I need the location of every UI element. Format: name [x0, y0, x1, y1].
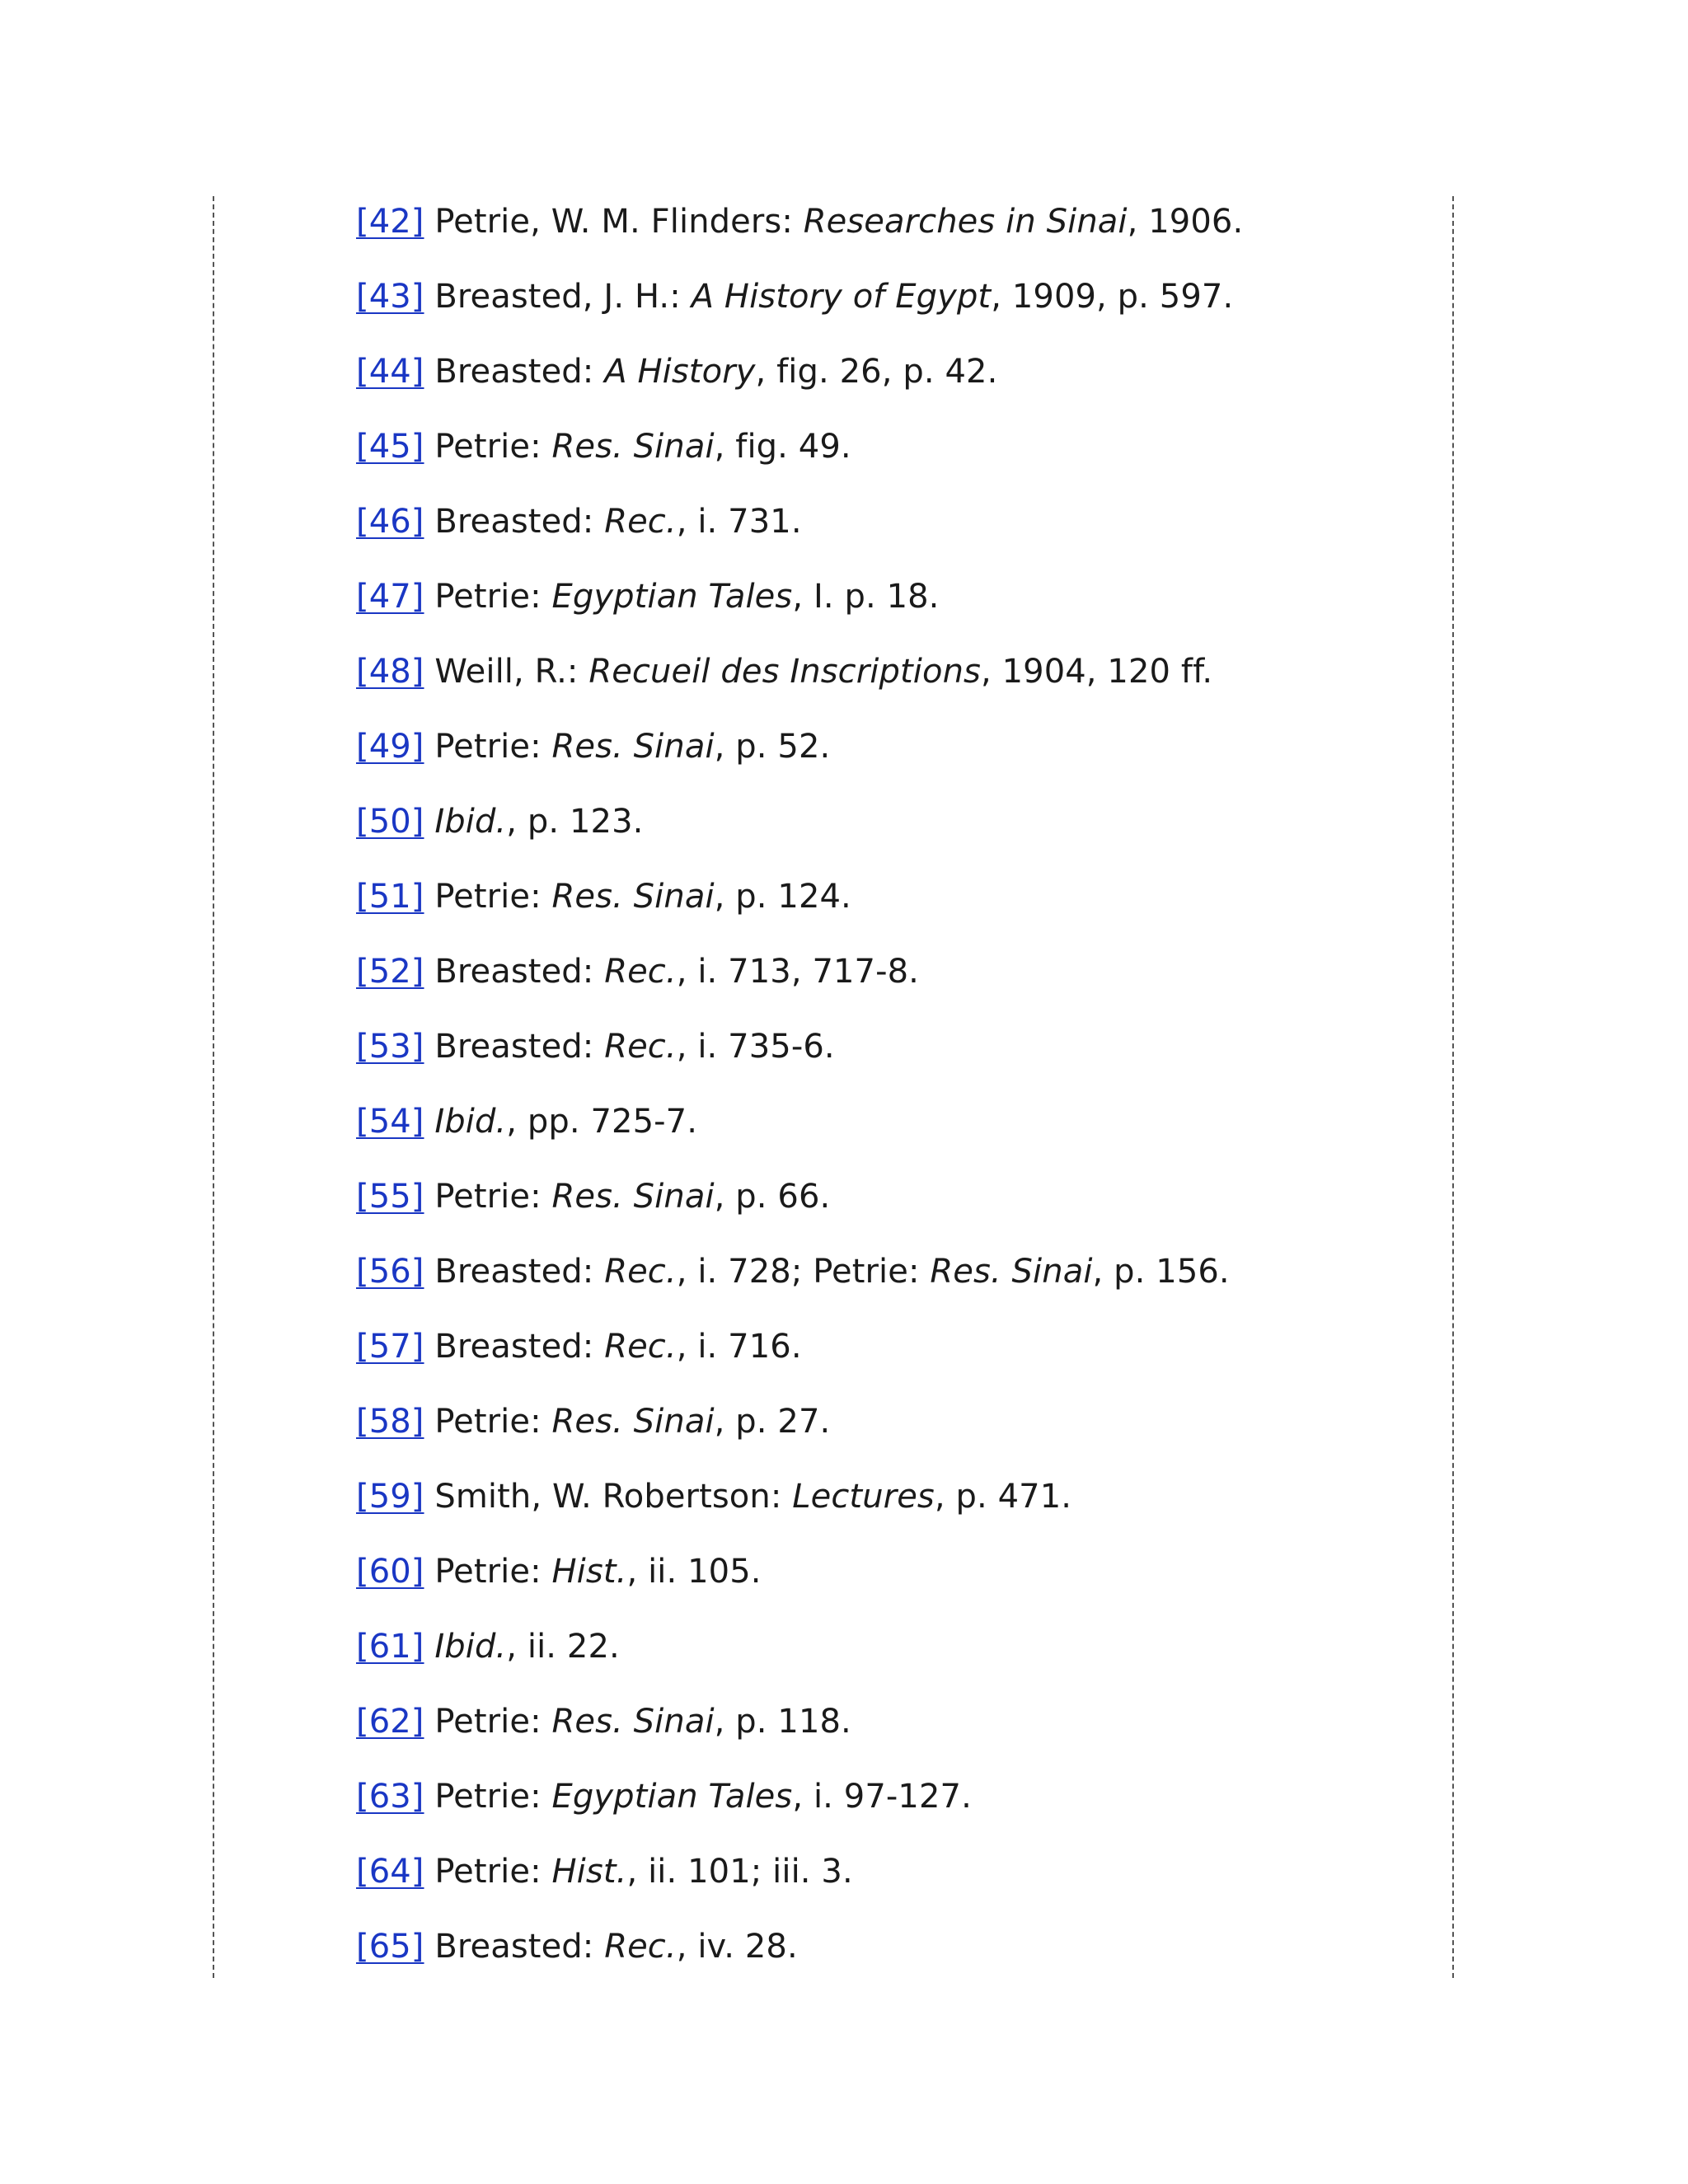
citation-text: Breasted, J. H.:: [434, 278, 692, 316]
citation-title: Res. Sinai: [551, 878, 715, 916]
footnote-ref-link[interactable]: [51]: [356, 878, 424, 916]
footnote-item: [356, 197, 1243, 246]
footnote-ref-link[interactable]: [55]: [356, 1178, 424, 1216]
footnote-citation: [434, 503, 801, 541]
citation-text: Breasted:: [434, 953, 605, 991]
footnote-citation: [434, 1853, 852, 1891]
citation-title: Hist.: [551, 1853, 627, 1891]
citation-title: Res. Sinai: [551, 1403, 715, 1441]
footnote-citation: [434, 1778, 972, 1816]
footnote-citation: [434, 353, 997, 391]
citation-text: , ii. 105.: [626, 1553, 762, 1591]
citation-text: , ii. 22.: [506, 1628, 620, 1666]
footnote-ref-link[interactable]: [62]: [356, 1703, 424, 1741]
citation-title: Res. Sinai: [930, 1253, 1093, 1291]
footnote-citation: [434, 1178, 830, 1216]
footnote-ref-link[interactable]: [54]: [356, 1103, 424, 1141]
citation-text: Breasted:: [434, 503, 605, 541]
citation-title: Lectures: [792, 1478, 935, 1516]
citation-text: , p. 118.: [714, 1703, 851, 1741]
footnote-ref-link[interactable]: [58]: [356, 1403, 424, 1441]
citation-text: Petrie:: [434, 878, 552, 916]
citation-text: , iv. 28.: [676, 1928, 798, 1966]
footnote-citation: [434, 428, 851, 466]
footnote-item: [356, 647, 1212, 696]
footnote-item: [356, 1472, 1071, 1521]
footnote-item: [356, 1022, 835, 1071]
citation-text: , p. 52.: [714, 728, 831, 766]
footnote-citation: [434, 1403, 830, 1441]
footnote-ref-link[interactable]: [42]: [356, 203, 424, 241]
citation-text: , p. 156.: [1092, 1253, 1230, 1291]
citation-text: , pp. 725-7.: [506, 1103, 698, 1141]
citation-title: Rec.: [604, 1328, 677, 1366]
citation-text: Petrie:: [434, 1403, 552, 1441]
footnote-citation: [434, 1703, 851, 1741]
footnote-item: [356, 1172, 830, 1221]
citation-title: Rec.: [604, 503, 677, 541]
citation-text: , p. 123.: [506, 803, 644, 841]
citation-text: Petrie:: [434, 1178, 552, 1216]
citation-title: Res. Sinai: [551, 1703, 715, 1741]
citation-title: Res. Sinai: [551, 728, 715, 766]
footnote-citation: [434, 1103, 697, 1141]
citation-text: , I. p. 18.: [792, 578, 940, 616]
footnotes-page: [213, 196, 1454, 1978]
citation-text: , fig. 49.: [714, 428, 851, 466]
citation-title: A History of Egypt: [691, 278, 992, 316]
citation-text: Breasted:: [434, 1253, 605, 1291]
footnote-item: [356, 872, 851, 921]
citation-title: Rec.: [604, 1028, 677, 1066]
citation-title: Res. Sinai: [551, 1178, 715, 1216]
footnote-ref-link[interactable]: [57]: [356, 1328, 424, 1366]
citation-text: , i. 735-6.: [676, 1028, 835, 1066]
footnote-ref-link[interactable]: [64]: [356, 1853, 424, 1891]
citation-title: Rec.: [604, 1928, 677, 1966]
citation-text: , 1904, 120 ff.: [980, 653, 1213, 691]
footnote-item: [356, 1547, 762, 1596]
citation-text: , p. 27.: [714, 1403, 831, 1441]
footnote-citation: [434, 1028, 834, 1066]
footnote-item: [356, 1247, 1230, 1296]
footnote-item: [356, 347, 997, 396]
footnote-citation: [434, 1553, 761, 1591]
footnote-ref-link[interactable]: [45]: [356, 428, 424, 466]
citation-text: Breasted:: [434, 1028, 605, 1066]
footnote-citation: [434, 1928, 797, 1966]
footnote-citation: [434, 953, 919, 991]
citation-text: Petrie:: [434, 428, 552, 466]
footnote-ref-link[interactable]: [46]: [356, 503, 424, 541]
footnote-item: [356, 1772, 972, 1821]
footnote-ref-link[interactable]: [44]: [356, 353, 424, 391]
citation-text: , i. 713, 717-8.: [676, 953, 919, 991]
footnote-ref-link[interactable]: [47]: [356, 578, 424, 616]
footnote-ref-link[interactable]: [59]: [356, 1478, 424, 1516]
citation-text: , 1909, p. 597.: [991, 278, 1234, 316]
footnote-ref-link[interactable]: [43]: [356, 278, 424, 316]
citation-title: Researches in Sinai: [803, 203, 1128, 241]
footnote-item: [356, 1847, 853, 1896]
citation-text: Breasted:: [434, 1328, 605, 1366]
footnote-item: [356, 1622, 620, 1671]
footnote-ref-link[interactable]: [56]: [356, 1253, 424, 1291]
citation-text: Petrie:: [434, 1703, 552, 1741]
citation-text: Petrie:: [434, 1853, 552, 1891]
citation-text: , p. 471.: [934, 1478, 1072, 1516]
footnote-ref-link[interactable]: [63]: [356, 1778, 424, 1816]
citation-text: Breasted:: [434, 1928, 605, 1966]
footnote-item: [356, 497, 802, 546]
footnote-citation: [434, 1253, 1229, 1291]
footnote-ref-link[interactable]: [53]: [356, 1028, 424, 1066]
citation-text: , i. 716.: [676, 1328, 802, 1366]
footnote-ref-link[interactable]: [60]: [356, 1553, 424, 1591]
citation-text: Smith, W. Robertson:: [434, 1478, 793, 1516]
citation-text: Petrie:: [434, 578, 552, 616]
citation-title: Ibid.: [434, 803, 507, 841]
citation-title: A History: [604, 353, 756, 391]
footnote-citation: [434, 578, 939, 616]
footnote-citation: [434, 203, 1243, 241]
citation-title: Res. Sinai: [551, 428, 715, 466]
citation-title: Rec.: [604, 1253, 677, 1291]
citation-text: , i. 731.: [676, 503, 802, 541]
footnote-citation: [434, 278, 1233, 316]
citation-title: Egyptian Tales: [551, 578, 793, 616]
citation-text: Weill, R.:: [434, 653, 589, 691]
footnote-ref-link[interactable]: [48]: [356, 653, 424, 691]
footnote-item: [356, 272, 1233, 321]
citation-title: Egyptian Tales: [551, 1778, 793, 1816]
footnote-item: [356, 1322, 802, 1371]
footnote-item: [356, 422, 851, 471]
footnote-item: [356, 1397, 830, 1446]
citation-text: , ii. 101; iii. 3.: [626, 1853, 853, 1891]
citation-text: Petrie, W. M. Flinders:: [434, 203, 804, 241]
citation-title: Rec.: [604, 953, 677, 991]
citation-title: Ibid.: [434, 1628, 507, 1666]
citation-text: , p. 66.: [714, 1178, 831, 1216]
footnote-item: [356, 1922, 798, 1971]
citation-text: Breasted:: [434, 353, 605, 391]
footnote-ref-link[interactable]: [52]: [356, 953, 424, 991]
footnote-citation: [434, 728, 830, 766]
footnote-ref-link[interactable]: [49]: [356, 728, 424, 766]
citation-text: , i. 728; Petrie:: [676, 1253, 931, 1291]
citation-text: , i. 97-127.: [792, 1778, 972, 1816]
footnote-item: [356, 722, 830, 771]
citation-title: Ibid.: [434, 1103, 507, 1141]
footnote-item: [356, 797, 643, 846]
citation-text: , 1906.: [1127, 203, 1244, 241]
footnote-citation: [434, 878, 851, 916]
footnote-ref-link[interactable]: [50]: [356, 803, 424, 841]
footnote-item: [356, 572, 940, 621]
footnote-ref-link[interactable]: [65]: [356, 1928, 424, 1966]
citation-text: , fig. 26, p. 42.: [755, 353, 998, 391]
citation-text: Petrie:: [434, 1778, 552, 1816]
footnote-item: [356, 947, 919, 996]
citation-title: Hist.: [551, 1553, 627, 1591]
footnote-citation: [434, 653, 1212, 691]
citation-text: , p. 124.: [714, 878, 851, 916]
citation-title: Recueil des Inscriptions: [588, 653, 981, 691]
footnote-citation: [434, 1628, 620, 1666]
footnote-citation: [434, 1328, 801, 1366]
footnote-citation: [434, 1478, 1071, 1516]
footnote-item: [356, 1097, 697, 1146]
citation-text: Petrie:: [434, 1553, 552, 1591]
citation-text: Petrie:: [434, 728, 552, 766]
footnote-ref-link[interactable]: [61]: [356, 1628, 424, 1666]
footnote-item: [356, 1697, 851, 1746]
footnote-citation: [434, 803, 643, 841]
